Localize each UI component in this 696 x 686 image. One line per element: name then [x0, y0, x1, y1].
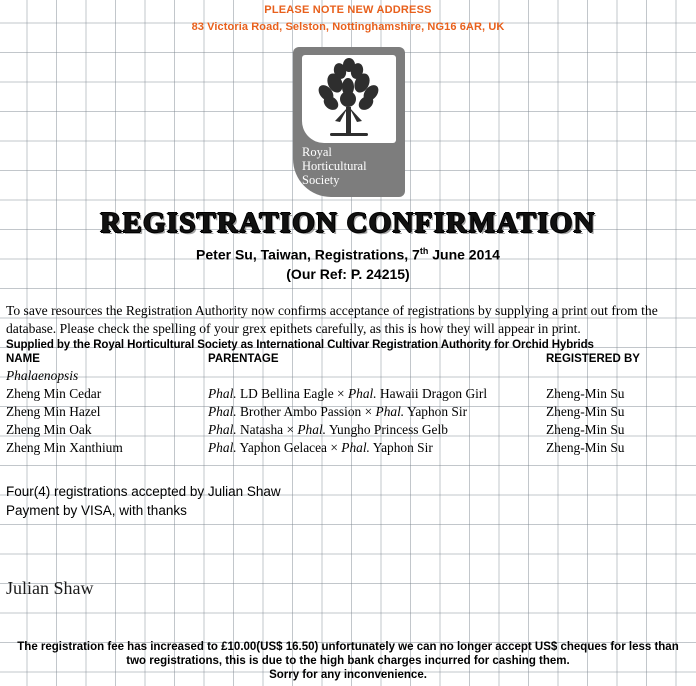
parent2-genus: Phal.	[375, 404, 405, 419]
table-row	[6, 385, 690, 403]
row-name: Zheng Min Xanthium	[6, 440, 123, 455]
subtitle-ordinal: th	[419, 246, 429, 256]
row-registered-by: Zheng-Min Su	[546, 386, 625, 401]
row-parentage	[208, 439, 546, 457]
row-name: Zheng Min Cedar	[6, 386, 102, 401]
subtitle-date-rest: June 2014	[428, 246, 500, 263]
tree-icon	[302, 55, 396, 143]
parent2-name: Yaphon Sir	[369, 440, 433, 455]
reference-number: (Our Ref: P. 24215)	[286, 266, 410, 282]
supplied-by-line: Supplied by the Royal Horticultural Society as International Cultivar Registration Authority for Orchid Hybrids	[6, 339, 594, 351]
table-row	[6, 439, 690, 457]
intro-paragraph: To save resources the Registration Authority now confirms acceptance of registrations by supplying a print out from the database. Please check the spelling of your grex epithets carefully, as this is how they will appear in print.	[6, 303, 658, 336]
royal-horticultural-society-logo	[293, 47, 405, 197]
registration-subtitle	[0, 246, 696, 263]
fee-notice	[0, 640, 696, 682]
genus-group-row	[6, 367, 690, 385]
column-header-parentage: PARENTAGE	[208, 353, 279, 365]
logo-wordmark	[293, 145, 397, 187]
genus-group-label: Phalaenopsis	[6, 368, 79, 383]
logo-line-2: Horticultural	[302, 159, 367, 173]
signature: Julian Shaw	[6, 578, 94, 598]
row-parentage	[208, 403, 546, 421]
table-row	[6, 421, 690, 439]
parent1-name: Yaphon Gelacea	[236, 440, 331, 455]
parent1-name: LD Bellina Eagle	[236, 386, 338, 401]
cross-symbol: ×	[286, 422, 298, 437]
address-change-note: PLEASE NOTE NEW ADDRESS	[264, 4, 432, 16]
parent2-genus: Phal.	[341, 440, 370, 455]
parent2-genus: Phal.	[297, 422, 327, 437]
row-registered-by: Zheng-Min Su	[546, 422, 625, 437]
registrations-accepted-line: Four(4) registrations accepted by Julian Shaw	[6, 484, 281, 499]
page-title: REGISTRATION CONFIRMATION	[100, 207, 596, 239]
parent1-genus: Phal.	[208, 422, 237, 437]
fee-notice-line-1: The registration fee has increased to £10.00(US$ 16.50) unfortunately we can no longer accept US$ cheques for less than	[17, 641, 679, 653]
address-line: 83 Victoria Road, Selston, Nottinghamshire, NG16 6AR, UK	[191, 21, 505, 33]
row-registered-by: Zheng-Min Su	[546, 440, 625, 455]
parent1-genus: Phal.	[208, 440, 237, 455]
cross-symbol: ×	[330, 440, 342, 455]
logo-line-1: Royal	[302, 145, 332, 159]
row-name: Zheng Min Oak	[6, 422, 92, 437]
table-header-row	[6, 353, 690, 367]
logo-line-3: Society	[302, 173, 340, 187]
cross-symbol: ×	[364, 404, 376, 419]
column-header-registered-by: REGISTERED BY	[546, 353, 640, 365]
row-name: Zheng Min Hazel	[6, 404, 101, 419]
registrations-table	[6, 353, 690, 457]
parent1-genus: Phal.	[208, 404, 237, 419]
logo-tree-emblem-icon	[302, 55, 396, 143]
parent2-name: Hawaii Dragon Girl	[376, 386, 488, 401]
parent2-name: Yaphon Sir	[404, 404, 468, 419]
row-registered-by: Zheng-Min Su	[546, 404, 625, 419]
parent1-name: Brother Ambo Passion	[236, 404, 365, 419]
payment-line: Payment by VISA, with thanks	[6, 503, 187, 518]
fee-notice-line-2: two registrations, this is due to the high bank charges incurred for cashing them.	[126, 655, 570, 667]
parent2-genus: Phal.	[347, 386, 377, 401]
parent2-name: Yungho Princess Gelb	[326, 422, 448, 437]
column-header-name: NAME	[6, 353, 40, 365]
parent1-genus: Phal.	[208, 386, 237, 401]
table-row	[6, 403, 690, 421]
cross-symbol: ×	[337, 386, 348, 401]
parent1-name: Natasha	[236, 422, 287, 437]
row-parentage	[208, 421, 546, 439]
subtitle-main: Peter Su, Taiwan, Registrations, 7	[196, 246, 420, 263]
fee-notice-line-3: Sorry for any inconvenience.	[269, 669, 427, 681]
row-parentage	[208, 385, 546, 403]
